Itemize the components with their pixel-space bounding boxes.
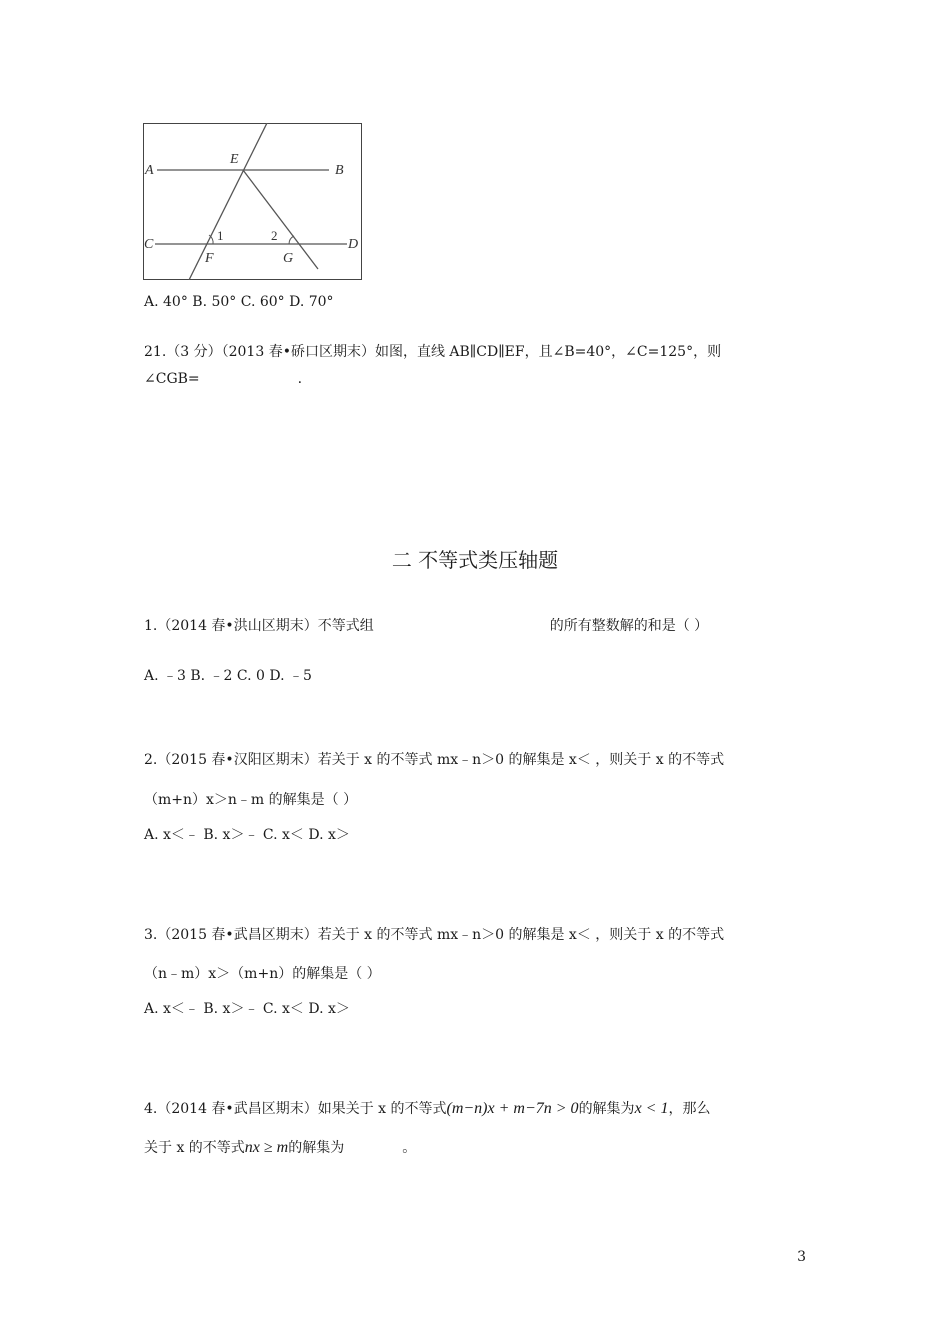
figure-border <box>144 124 362 280</box>
q4-prefix: 4.（2014 春•武昌区期末）如果关于 x 的不等式 <box>144 1101 447 1117</box>
label-e: E <box>230 152 239 167</box>
geometry-figure <box>143 123 362 280</box>
q4-line2-middle: 的解集为 <box>288 1140 345 1156</box>
prev-question-options: A. 40° B. 50° C. 60° D. 70° <box>144 294 334 310</box>
q2-options: A. x＜﹣ B. x＞﹣ C. x＜ D. x＞ <box>144 827 350 843</box>
label-c: C <box>144 237 154 252</box>
q1-stem-suffix: 的所有整数解的和是（ ） <box>549 618 709 634</box>
label-angle-1: 1 <box>217 228 224 243</box>
q4-line2-suffix: 。 <box>402 1140 417 1156</box>
q2-line1: 2.（2015 春•汉阳区期末）若关于 x 的不等式 mx﹣n＞0 的解集是 x＜ ，则关于 x 的不等式 <box>144 752 725 768</box>
label-d: D <box>348 237 359 252</box>
q1-options: A. ﹣3 B. ﹣2 C. 0 D. ﹣5 <box>144 668 312 684</box>
q4-line2 <box>144 1138 416 1158</box>
q4-solution-set: x < 1 <box>634 1100 669 1117</box>
section-title: 二 不等式类压轴题 <box>391 548 559 572</box>
label-g: G <box>283 251 294 266</box>
page-number: 3 <box>797 1249 806 1265</box>
q4-middle: 的解集为 <box>578 1101 635 1117</box>
q1-stem-prefix: 1.（2014 春•洪山区期末）不等式组 <box>144 618 374 634</box>
q21-line1: 21.（3 分）（2013 春•硚口区期末）如图，直线 AB∥CD∥EF，且∠B=40°，∠C=125°，则 <box>144 344 722 360</box>
q21-line2-prefix: ∠CGB= <box>144 371 200 387</box>
q4-suffix: ，那么 <box>668 1101 711 1117</box>
q21-line2-suffix: . <box>297 371 303 387</box>
q4-line2-prefix: 关于 x 的不等式 <box>144 1140 245 1156</box>
label-b: B <box>335 163 344 178</box>
label-f: F <box>205 251 214 266</box>
q2-line2: （m+n）x＞n﹣m 的解集是（ ） <box>144 792 358 808</box>
q21-line2 <box>144 369 302 389</box>
q4-inequality-2: nx ≥ m <box>244 1139 289 1156</box>
q3-line1: 3.（2015 春•武昌区期末）若关于 x 的不等式 mx﹣n＞0 的解集是 x＜ ，则关于 x 的不等式 <box>144 927 725 943</box>
q3-options: A. x＜﹣ B. x＞﹣ C. x＜ D. x＞ <box>144 1001 350 1017</box>
q4-inequality: (m−n)x + m−7n > 0 <box>446 1100 579 1117</box>
label-a: A <box>145 163 154 178</box>
q3-line2: （n﹣m）x＞（m+n）的解集是（ ） <box>144 966 381 982</box>
q4-line1 <box>144 1099 710 1119</box>
label-angle-2: 2 <box>271 228 278 243</box>
q1-stem <box>144 616 708 636</box>
